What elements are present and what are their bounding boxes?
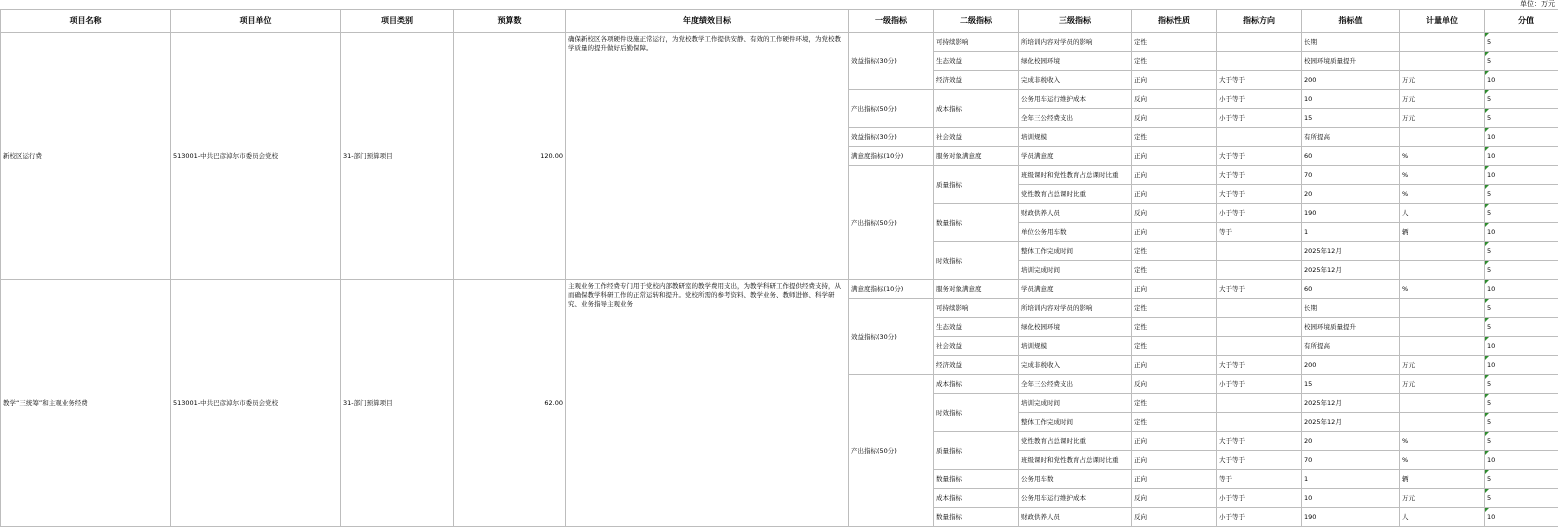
score-cell[interactable]: 10 [1485,280,1558,299]
target-value-cell[interactable]: 70 [1302,451,1400,470]
level3-indicator-cell[interactable]: 党性教育占总课时比重 [1019,185,1132,204]
target-value-cell[interactable]: 校园环境质量提升 [1302,52,1400,71]
direction-cell[interactable]: 等于 [1217,223,1302,242]
target-value-cell[interactable]: 2025年12月 [1302,413,1400,432]
nature-cell[interactable]: 反向 [1132,90,1217,109]
table-row [1,33,1558,52]
direction-cell[interactable]: 等于 [1217,470,1302,489]
score-cell[interactable]: 5 [1485,261,1558,280]
direction-cell[interactable] [1217,318,1302,337]
project-category-cell[interactable]: 31-部门预算项目 [341,280,454,527]
measure-unit-cell[interactable]: % [1400,147,1485,166]
nature-cell[interactable]: 定性 [1132,261,1217,280]
score-cell[interactable]: 5 [1485,375,1558,394]
score-cell[interactable]: 5 [1485,299,1558,318]
col-header[interactable]: 分值 [1485,10,1558,33]
measure-unit-cell[interactable]: 人 [1400,508,1485,527]
goal-cell[interactable]: 主观业务工作经费专门用于党校内部教研室的教学费用支出，为教学科研工作提供经费支持，从而确保教学科研工作的正常运转和提升。党校所需的参考资料、教学业务、教师进修、科学研究、业务指导主观业务 [566,280,849,527]
score-cell[interactable]: 5 [1485,470,1558,489]
nature-cell[interactable]: 正向 [1132,166,1217,185]
direction-cell[interactable] [1217,413,1302,432]
project-name-cell[interactable]: 教学“三统筹”和主观业务经费 [1,280,171,527]
direction-cell[interactable] [1217,299,1302,318]
score-cell[interactable]: 10 [1485,451,1558,470]
nature-cell[interactable]: 反向 [1132,508,1217,527]
level3-indicator-cell[interactable]: 所培训内容对学员的影响 [1019,33,1132,52]
measure-unit-cell[interactable]: 辆 [1400,470,1485,489]
unit-note: 单位：万元 [1520,0,1555,8]
target-value-cell[interactable]: 10 [1302,90,1400,109]
level3-indicator-cell[interactable]: 全年三公经费支出 [1019,109,1132,128]
measure-unit-cell[interactable] [1400,261,1485,280]
score-cell[interactable]: 5 [1485,52,1558,71]
header-row [1,10,1558,33]
target-value-cell[interactable]: 60 [1302,147,1400,166]
project-name-cell[interactable]: 新校区运行费 [1,33,171,280]
level1-indicator-cell[interactable]: 产出指标(50分) [849,166,934,280]
direction-cell[interactable]: 小于等于 [1217,375,1302,394]
level1-indicator-cell[interactable]: 满意度指标(10分) [849,280,934,299]
score-cell[interactable]: 5 [1485,432,1558,451]
goal-cell[interactable]: 确保新校区各项硬件设施正常运行，为党校教学工作提供安静、有效的工作硬件环境，为党校教学质量的提升做好后勤保障。 [566,33,849,280]
target-value-cell[interactable]: 2025年12月 [1302,394,1400,413]
col-header[interactable]: 一级指标 [849,10,934,33]
score-cell[interactable]: 5 [1485,318,1558,337]
level1-indicator-cell[interactable]: 效益指标(30分) [849,128,934,147]
level3-indicator-cell[interactable]: 财政供养人员 [1019,508,1132,527]
score-cell[interactable]: 10 [1485,71,1558,90]
target-value-cell[interactable]: 20 [1302,432,1400,451]
target-value-cell[interactable]: 1 [1302,223,1400,242]
measure-unit-cell[interactable] [1400,337,1485,356]
direction-cell[interactable]: 小于等于 [1217,489,1302,508]
level3-indicator-cell[interactable]: 单位公务用车数 [1019,223,1132,242]
target-value-cell[interactable]: 长期 [1302,33,1400,52]
level2-indicator-cell[interactable]: 服务对象满意度 [934,280,1019,299]
measure-unit-cell[interactable] [1400,242,1485,261]
nature-cell[interactable]: 正向 [1132,470,1217,489]
target-value-cell[interactable]: 长期 [1302,299,1400,318]
nature-cell[interactable]: 正向 [1132,185,1217,204]
nature-cell[interactable]: 定性 [1132,394,1217,413]
direction-cell[interactable]: 小于等于 [1217,90,1302,109]
measure-unit-cell[interactable]: % [1400,185,1485,204]
direction-cell[interactable]: 小于等于 [1217,508,1302,527]
target-value-cell[interactable]: 有所提高 [1302,128,1400,147]
level1-indicator-cell[interactable]: 产出指标(50分) [849,375,934,527]
direction-cell[interactable]: 大于等于 [1217,185,1302,204]
level2-indicator-cell[interactable]: 可持续影响 [934,299,1019,318]
level3-indicator-cell[interactable]: 完成非税收入 [1019,356,1132,375]
level2-indicator-cell[interactable]: 生态效益 [934,52,1019,71]
score-cell[interactable]: 5 [1485,242,1558,261]
level2-indicator-cell[interactable]: 成本指标 [934,90,1019,128]
col-header[interactable]: 三级指标 [1019,10,1132,33]
col-header[interactable]: 指标性质 [1132,10,1217,33]
measure-unit-cell[interactable] [1400,394,1485,413]
measure-unit-cell[interactable]: 万元 [1400,356,1485,375]
level2-indicator-cell[interactable]: 社会效益 [934,128,1019,147]
measure-unit-cell[interactable]: % [1400,451,1485,470]
level2-indicator-cell[interactable]: 时效指标 [934,394,1019,432]
direction-cell[interactable]: 大于等于 [1217,71,1302,90]
nature-cell[interactable]: 反向 [1132,375,1217,394]
nature-cell[interactable]: 定性 [1132,413,1217,432]
measure-unit-cell[interactable]: % [1400,280,1485,299]
level1-indicator-cell[interactable]: 效益指标(30分) [849,299,934,375]
nature-cell[interactable]: 定性 [1132,33,1217,52]
score-cell[interactable]: 10 [1485,128,1558,147]
level3-indicator-cell[interactable]: 学员满意度 [1019,147,1132,166]
col-header[interactable]: 项目名称 [1,10,171,33]
direction-cell[interactable] [1217,242,1302,261]
direction-cell[interactable]: 大于等于 [1217,280,1302,299]
level3-indicator-cell[interactable]: 培训完成时间 [1019,261,1132,280]
score-cell[interactable]: 10 [1485,223,1558,242]
level2-indicator-cell[interactable]: 数量指标 [934,470,1019,489]
nature-cell[interactable]: 反向 [1132,489,1217,508]
level3-indicator-cell[interactable]: 班级课时和党性教育占总课时比重 [1019,166,1132,185]
level2-indicator-cell[interactable]: 社会效益 [934,337,1019,356]
level2-indicator-cell[interactable]: 质量指标 [934,166,1019,204]
target-value-cell[interactable]: 200 [1302,356,1400,375]
nature-cell[interactable]: 正向 [1132,147,1217,166]
measure-unit-cell[interactable]: 万元 [1400,489,1485,508]
level3-indicator-cell[interactable]: 公务用车运行维护成本 [1019,90,1132,109]
score-cell[interactable]: 5 [1485,394,1558,413]
score-cell[interactable]: 5 [1485,204,1558,223]
nature-cell[interactable]: 正向 [1132,223,1217,242]
project-category-cell[interactable]: 31-部门预算项目 [341,33,454,280]
target-value-cell[interactable]: 校园环境质量提升 [1302,318,1400,337]
budget-cell[interactable]: 62.00 [454,280,566,527]
measure-unit-cell[interactable] [1400,413,1485,432]
target-value-cell[interactable]: 15 [1302,375,1400,394]
direction-cell[interactable]: 大于等于 [1217,432,1302,451]
nature-cell[interactable]: 正向 [1132,451,1217,470]
level2-indicator-cell[interactable]: 成本指标 [934,375,1019,394]
measure-unit-cell[interactable]: 辆 [1400,223,1485,242]
level3-indicator-cell[interactable]: 学员满意度 [1019,280,1132,299]
direction-cell[interactable]: 大于等于 [1217,166,1302,185]
col-header[interactable]: 指标方向 [1217,10,1302,33]
score-cell[interactable]: 10 [1485,147,1558,166]
col-header[interactable]: 指标值 [1302,10,1400,33]
measure-unit-cell[interactable] [1400,33,1485,52]
target-value-cell[interactable]: 20 [1302,185,1400,204]
nature-cell[interactable]: 反向 [1132,109,1217,128]
nature-cell[interactable]: 正向 [1132,356,1217,375]
score-cell[interactable]: 10 [1485,337,1558,356]
direction-cell[interactable] [1217,394,1302,413]
level3-indicator-cell[interactable]: 培训完成时间 [1019,394,1132,413]
target-value-cell[interactable]: 15 [1302,109,1400,128]
col-header[interactable]: 预算数 [454,10,566,33]
score-cell[interactable]: 5 [1485,33,1558,52]
score-cell[interactable]: 10 [1485,356,1558,375]
measure-unit-cell[interactable]: 万元 [1400,90,1485,109]
direction-cell[interactable] [1217,52,1302,71]
score-cell[interactable]: 5 [1485,109,1558,128]
target-value-cell[interactable]: 有所提高 [1302,337,1400,356]
table-row [1,280,1558,299]
level3-indicator-cell[interactable]: 公务用车运行维护成本 [1019,489,1132,508]
direction-cell[interactable] [1217,337,1302,356]
project-unit-cell[interactable]: 513001-中共巴彦淖尔市委员会党校 [171,280,341,527]
target-value-cell[interactable]: 200 [1302,71,1400,90]
direction-cell[interactable]: 大于等于 [1217,147,1302,166]
direction-cell[interactable] [1217,261,1302,280]
level3-indicator-cell[interactable]: 党性教育占总课时比重 [1019,432,1132,451]
table-body [1,33,1558,527]
nature-cell[interactable]: 定性 [1132,318,1217,337]
direction-cell[interactable]: 小于等于 [1217,109,1302,128]
col-header[interactable]: 计量单位 [1400,10,1485,33]
direction-cell[interactable]: 小于等于 [1217,204,1302,223]
level1-indicator-cell[interactable]: 效益指标(30分) [849,33,934,90]
nature-cell[interactable]: 定性 [1132,52,1217,71]
target-value-cell[interactable]: 2025年12月 [1302,261,1400,280]
nature-cell[interactable]: 正向 [1132,71,1217,90]
col-header[interactable]: 二级指标 [934,10,1019,33]
level3-indicator-cell[interactable]: 整体工作完成时间 [1019,413,1132,432]
level2-indicator-cell[interactable]: 时效指标 [934,242,1019,280]
level2-indicator-cell[interactable]: 生态效益 [934,318,1019,337]
nature-cell[interactable]: 反向 [1132,204,1217,223]
score-cell[interactable]: 10 [1485,166,1558,185]
level2-indicator-cell[interactable]: 质量指标 [934,432,1019,470]
level1-indicator-cell[interactable]: 产出指标(50分) [849,90,934,128]
measure-unit-cell[interactable] [1400,128,1485,147]
nature-cell[interactable]: 定性 [1132,128,1217,147]
level3-indicator-cell[interactable]: 培训规模 [1019,128,1132,147]
measure-unit-cell[interactable]: 万元 [1400,71,1485,90]
measure-unit-cell[interactable]: % [1400,166,1485,185]
measure-unit-cell[interactable] [1400,318,1485,337]
project-unit-cell[interactable]: 513001-中共巴彦淖尔市委员会党校 [171,33,341,280]
target-value-cell[interactable]: 190 [1302,204,1400,223]
measure-unit-cell[interactable] [1400,52,1485,71]
col-header[interactable]: 项目单位 [171,10,341,33]
level3-indicator-cell[interactable]: 整体工作完成时间 [1019,242,1132,261]
target-value-cell[interactable]: 190 [1302,508,1400,527]
level3-indicator-cell[interactable]: 绿化校园环境 [1019,318,1132,337]
level2-indicator-cell[interactable]: 数量指标 [934,204,1019,242]
score-cell[interactable]: 5 [1485,413,1558,432]
measure-unit-cell[interactable]: 万元 [1400,375,1485,394]
level3-indicator-cell[interactable]: 班级课时和党性教育占总课时比重 [1019,451,1132,470]
col-header[interactable]: 年度绩效目标 [566,10,849,33]
level3-indicator-cell[interactable]: 公务用车数 [1019,470,1132,489]
level2-indicator-cell[interactable]: 服务对象满意度 [934,147,1019,166]
nature-cell[interactable]: 正向 [1132,432,1217,451]
level2-indicator-cell[interactable]: 成本指标 [934,489,1019,508]
score-cell[interactable]: 5 [1485,489,1558,508]
target-value-cell[interactable]: 1 [1302,470,1400,489]
target-value-cell[interactable]: 2025年12月 [1302,242,1400,261]
nature-cell[interactable]: 正向 [1132,280,1217,299]
level2-indicator-cell[interactable]: 数量指标 [934,508,1019,527]
level2-indicator-cell[interactable]: 经济效益 [934,71,1019,90]
nature-cell[interactable]: 定性 [1132,337,1217,356]
level3-indicator-cell[interactable]: 绿化校园环境 [1019,52,1132,71]
score-cell[interactable]: 10 [1485,508,1558,527]
measure-unit-cell[interactable]: % [1400,432,1485,451]
target-value-cell[interactable]: 10 [1302,489,1400,508]
level1-indicator-cell[interactable]: 满意度指标(10分) [849,147,934,166]
direction-cell[interactable] [1217,33,1302,52]
level3-indicator-cell[interactable]: 培训规模 [1019,337,1132,356]
level3-indicator-cell[interactable]: 全年三公经费支出 [1019,375,1132,394]
direction-cell[interactable]: 大于等于 [1217,356,1302,375]
level3-indicator-cell[interactable]: 财政供养人员 [1019,204,1132,223]
direction-cell[interactable]: 大于等于 [1217,451,1302,470]
score-cell[interactable]: 5 [1485,185,1558,204]
measure-unit-cell[interactable] [1400,299,1485,318]
level2-indicator-cell[interactable]: 经济效益 [934,356,1019,375]
measure-unit-cell[interactable]: 人 [1400,204,1485,223]
budget-cell[interactable]: 120.00 [454,33,566,280]
measure-unit-cell[interactable]: 万元 [1400,109,1485,128]
performance-table [0,9,1558,527]
nature-cell[interactable]: 定性 [1132,299,1217,318]
level3-indicator-cell[interactable]: 完成非税收入 [1019,71,1132,90]
score-cell[interactable]: 5 [1485,90,1558,109]
level2-indicator-cell[interactable]: 可持续影响 [934,33,1019,52]
target-value-cell[interactable]: 70 [1302,166,1400,185]
direction-cell[interactable] [1217,128,1302,147]
nature-cell[interactable]: 定性 [1132,242,1217,261]
level3-indicator-cell[interactable]: 所培训内容对学员的影响 [1019,299,1132,318]
target-value-cell[interactable]: 60 [1302,280,1400,299]
col-header[interactable]: 项目类别 [341,10,454,33]
